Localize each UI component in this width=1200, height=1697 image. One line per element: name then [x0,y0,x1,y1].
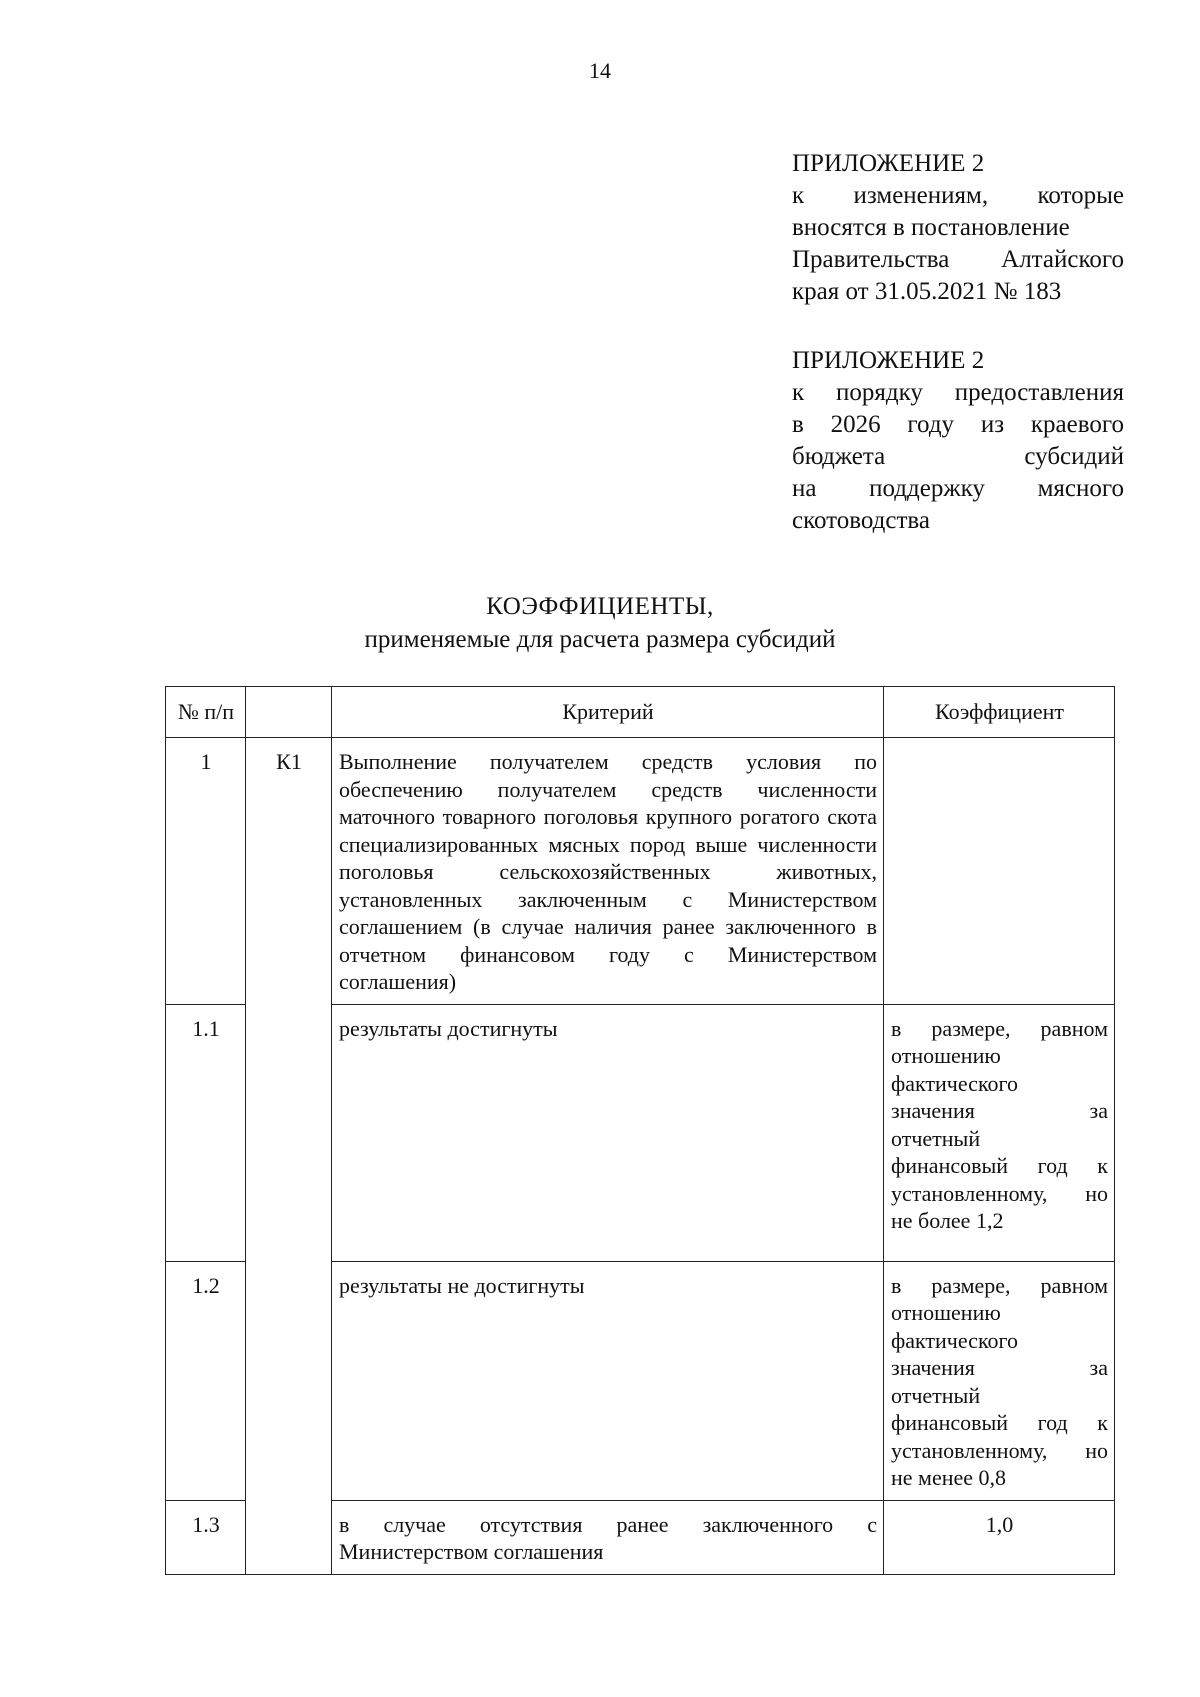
coefficient-line: отчетный [891,1382,981,1408]
row-code: К1 [246,738,332,1575]
row-num: 1.1 [166,1004,246,1261]
appendix-line: к изменениям, которые [792,182,1124,209]
coefficient-line: значения за [891,1098,1108,1123]
coefficient-line: финансовый год к [891,1153,1108,1178]
coefficient-line: установленному, но [891,1180,1108,1206]
table-row [166,738,1115,1005]
row-criterion: Выполнение получателем средств условия по обеспечению получателем средств численности маточного товарного поголовья крупного рогатого скота специализированных мясных пород выше численности поголовья сельскохозяйственных животных, установленных заключенным с Министерством соглашением (в случае наличия ранее заключенного в отчетном финансовом году с Министерством соглашения) [332,738,884,1005]
appendix-line: к порядку предоставления [792,379,1124,406]
appendix-line: Правительства Алтайского [792,246,1124,273]
coefficient-line: фактического [891,1070,1018,1096]
appendix-line: скотоводства [792,507,930,534]
coefficient-line: отношению [891,1300,1001,1325]
appendix-block-amendments [792,148,1124,308]
row-coefficient: 1,0 [884,1500,1115,1574]
row-criterion: в случае отсутствия ранее заключенного с Министерством соглашения [332,1500,884,1574]
row-criterion: результаты достигнуты [332,1004,884,1261]
row-criterion: результаты не достигнуты [332,1261,884,1500]
title-subtitle: применяемые для расчета размера субсидий [364,626,836,653]
appendix-block-procedure [792,345,1124,537]
coefficient-line: отчетный [891,1125,981,1151]
coefficient-line: установленному, но [891,1437,1108,1463]
appendix-line: края от 31.05.2021 № 183 [792,278,1062,305]
row-num: 1.2 [166,1261,246,1500]
header-num: № п/п [166,687,246,738]
row-coefficient [884,1004,1115,1261]
coefficient-line: фактического [891,1327,1018,1353]
header-coefficient: Коэффициент [884,687,1115,738]
appendix-heading: ПРИЛОЖЕНИЕ 2 [792,347,985,374]
row-coefficient [884,1261,1115,1500]
header-criterion: Критерий [332,687,884,738]
row-num: 1 [166,738,246,1005]
coefficient-line: значения за [891,1355,1108,1380]
appendix-heading: ПРИЛОЖЕНИЕ 2 [792,150,985,177]
appendix-line: бюджета субсидий [792,443,1124,470]
coefficients-table [165,686,1115,1575]
appendix-line: вносятся в постановление [792,214,1070,241]
coefficient-line: не более 1,2 [891,1208,1004,1233]
coefficient-line: отношению [891,1043,1001,1068]
document-title [0,590,1200,656]
coefficient-line: не менее 0,8 [891,1465,1007,1490]
table-header-row [166,687,1115,738]
title-main: КОЭФФИЦИЕНТЫ, [486,593,714,620]
coefficient-line: финансовый год к [891,1410,1108,1435]
row-num: 1.3 [166,1500,246,1574]
coefficient-line: в размере, равном [891,1272,1108,1298]
row-coefficient [884,738,1115,1005]
appendix-line: на поддержку мясного [792,475,1124,502]
header-code [246,687,332,738]
coefficient-line: в размере, равном [891,1015,1108,1041]
page-number: 14 [589,58,611,83]
appendix-line: в 2026 году из краевого [792,411,1124,438]
